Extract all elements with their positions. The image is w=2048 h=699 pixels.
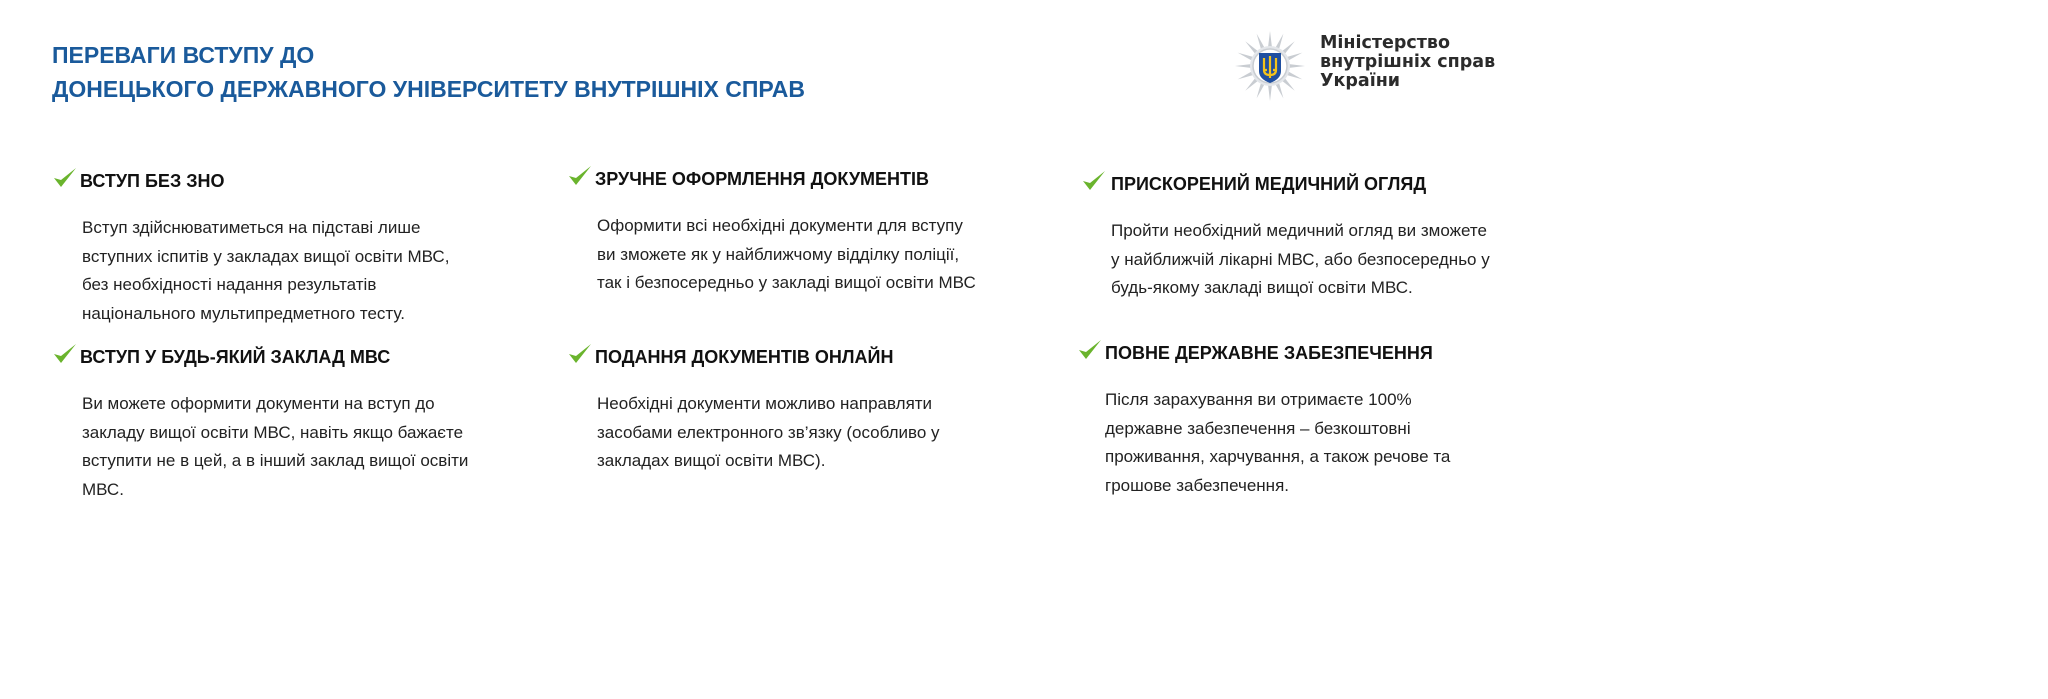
ministry-logo	[1234, 28, 1534, 100]
checkmark-icon	[1081, 169, 1107, 193]
benefit-line: у найближчій лікарні МВС, або безпосередньо у	[1111, 249, 1490, 269]
benefit-line: Після зарахування ви отримаєте 100%	[1105, 390, 1412, 409]
page-title	[52, 38, 805, 106]
benefit-line: так і безпосередньо у закладі вищої освіти МВС	[597, 273, 976, 292]
benefit-line: ви зможете як у найближчому відділку поліції,	[597, 244, 960, 264]
benefit-description	[1105, 386, 1450, 500]
benefit-line: Вступ здійснюватиметься на підставі лише	[82, 218, 421, 237]
benefit-heading: ВСТУП У БУДЬ-ЯКИЙ ЗАКЛАД МВС	[80, 347, 391, 367]
benefit-line: національного мультипредметного тесту.	[82, 303, 405, 323]
ministry-name-line-1: Міністерство	[1320, 33, 1451, 53]
page-title-line-1: ПЕРЕВАГИ ВСТУПУ ДО	[52, 42, 315, 68]
checkmark-icon	[1077, 338, 1103, 362]
benefit-heading: ВСТУП БЕЗ ЗНО	[80, 171, 225, 191]
benefit-line: Пройти необхідний медичний огляд ви зможете	[1111, 221, 1487, 240]
checkmark-icon	[52, 342, 78, 366]
ministry-name	[1320, 34, 1495, 91]
benefit-description	[1111, 217, 1490, 303]
benefit-line: закладах вищої освіти МВС).	[597, 451, 826, 470]
page-title-line-2: ДОНЕЦЬКОГО ДЕРЖАВНОГО УНІВЕРСИТЕТУ ВНУТРІШНІХ СПРАВ	[52, 76, 805, 102]
benefit-heading: ПРИСКОРЕНИЙ МЕДИЧНИЙ ОГЛЯД	[1111, 174, 1427, 194]
benefit-line: грошове забезпечення.	[1105, 475, 1290, 495]
benefit-heading: ПОДАННЯ ДОКУМЕНТІВ ОНЛАЙН	[595, 347, 894, 367]
benefit-line: закладу вищої освіти МВС, навіть якщо бажаєте	[82, 422, 464, 442]
benefit-heading: ЗРУЧНЕ ОФОРМЛЕННЯ ДОКУМЕНТІВ	[595, 169, 930, 189]
benefit-line: Необхідні документи можливо направляти	[597, 394, 933, 413]
benefit-description	[82, 390, 468, 504]
checkmark-icon	[567, 164, 593, 188]
checkmark-icon	[52, 166, 78, 190]
benefit-line: вступити не в цей, а в інший заклад вищої освіти	[82, 451, 469, 470]
benefit-line: засобами електронного зв’язку (особливо у	[597, 422, 940, 442]
police-star-emblem-icon	[1234, 30, 1306, 102]
ministry-name-line-3: України	[1320, 71, 1401, 91]
benefit-description	[82, 214, 449, 328]
benefit-line: державне забезпечення – безкоштовні	[1105, 418, 1411, 438]
benefit-line: МВС.	[82, 479, 124, 499]
benefit-line: Оформити всі необхідні документи для вступу	[597, 216, 963, 235]
benefit-heading: ПОВНЕ ДЕРЖАВНЕ ЗАБЕЗПЕЧЕННЯ	[1105, 343, 1433, 363]
benefit-line: проживання, харчування, а також речове та	[1105, 447, 1451, 466]
ministry-name-line-2: внутрішніх справ	[1320, 52, 1496, 72]
benefit-line: Ви можете оформити документи на вступ до	[82, 394, 435, 413]
checkmark-icon	[567, 342, 593, 366]
benefit-line: вступних іспитів у закладах вищої освіти МВС,	[82, 246, 450, 266]
benefit-description	[597, 390, 940, 476]
benefit-line: будь-якому закладі вищої освіти МВС.	[1111, 278, 1413, 297]
benefit-description	[597, 212, 976, 298]
benefit-line: без необхідності надання результатів	[82, 275, 377, 294]
